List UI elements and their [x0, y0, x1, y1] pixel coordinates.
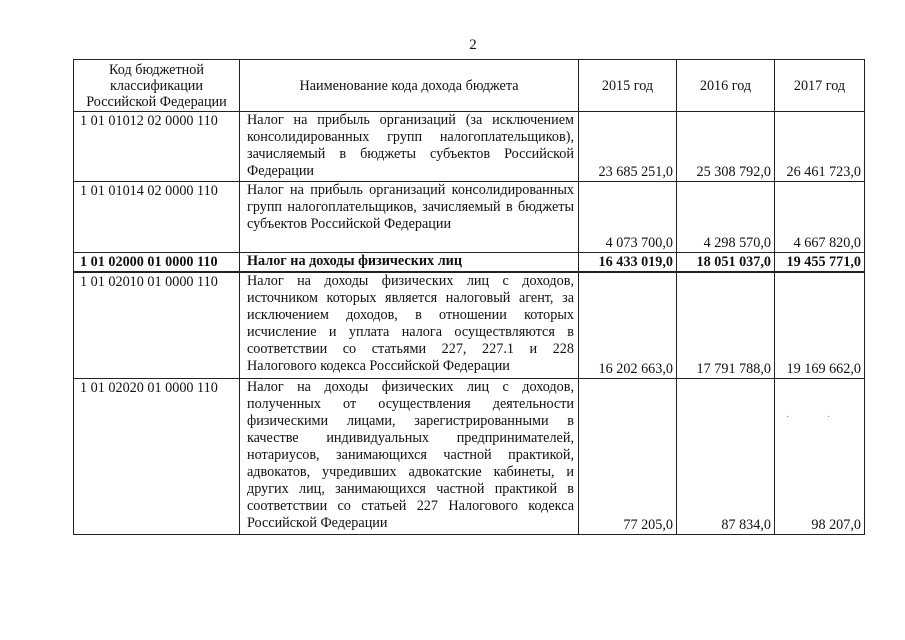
table-row: [74, 182, 865, 253]
row-name: Налог на доходы физических лиц: [240, 253, 579, 273]
header-2016: 2016 год: [677, 60, 775, 112]
row-code: 1 01 01012 02 0000 110: [74, 112, 240, 182]
row-value-2017: 19 169 662,0: [775, 272, 865, 378]
row-code: 1 01 02010 01 0000 110: [74, 272, 240, 378]
row-value-2016: 87 834,0: [677, 378, 775, 534]
row-value-2015: 23 685 251,0: [579, 112, 677, 182]
row-name: Налог на прибыль организаций (за исключением консолидированных групп налогоплательщиков), зачисляемый в бюджеты субъектов Российской Федерации: [240, 112, 579, 182]
row-code: 1 01 02020 01 0000 110: [74, 378, 240, 534]
table-row-subtotal: [74, 253, 865, 273]
row-code: 1 01 02000 01 0000 110: [74, 253, 240, 273]
row-value-2016: 25 308 792,0: [677, 112, 775, 182]
row-value-2016: 17 791 788,0: [677, 272, 775, 378]
row-value-2015: 16 202 663,0: [579, 272, 677, 378]
table-header-row: [74, 60, 865, 112]
row-value-2017: 19 455 771,0: [775, 253, 865, 273]
row-value-2015: 77 205,0: [579, 378, 677, 534]
header-2017: 2017 год: [775, 60, 865, 112]
scan-speck: ·: [786, 412, 790, 423]
header-2015: 2015 год: [579, 60, 677, 112]
row-value-2017: 26 461 723,0: [775, 112, 865, 182]
row-value-2015: 4 073 700,0: [579, 182, 677, 253]
row-value-2016: 4 298 570,0: [677, 182, 775, 253]
row-name: Налог на доходы физических лиц с доходов, полученных от осуществления деятельности физическими лицами, зарегистрированными в качестве индивидуальных предпринимателей, нотариусов, занимающихся частной практикой, адвокатов, учредивших адвокатские кабинеты, и других лиц, занимающихся частной практикой в соответствии со статьей 227 Налогового кодекса Российской Федерации: [240, 378, 579, 534]
row-value-2016: 18 051 037,0: [677, 253, 775, 273]
header-code: Код бюджетной классификации Российской Федерации: [74, 60, 240, 112]
row-name: Налог на прибыль организаций консолидированных групп налогоплательщиков, зачисляемый в бюджеты субъектов Российской Федерации: [240, 182, 579, 253]
budget-revenue-table: [73, 59, 865, 535]
page-number: 2: [469, 37, 477, 53]
table-row: [74, 378, 865, 534]
row-value-2015: 16 433 019,0: [579, 253, 677, 273]
row-name: Налог на доходы физических лиц с доходов, источником которых является налоговый агент, за исключением доходов, в отношении которых исчисление и уплата налога осуществляются в соответствии со статьями 227, 227.1 и 228 Налогового кодекса Российской Федерации: [240, 272, 579, 378]
scan-speck: ·: [827, 412, 831, 423]
table-row: [74, 112, 865, 182]
row-value-2017: 4 667 820,0: [775, 182, 865, 253]
table-row: [74, 272, 865, 378]
row-value-2017: 98 207,0: [775, 378, 865, 534]
row-code: 1 01 01014 02 0000 110: [74, 182, 240, 253]
header-name: Наименование кода дохода бюджета: [240, 60, 579, 112]
